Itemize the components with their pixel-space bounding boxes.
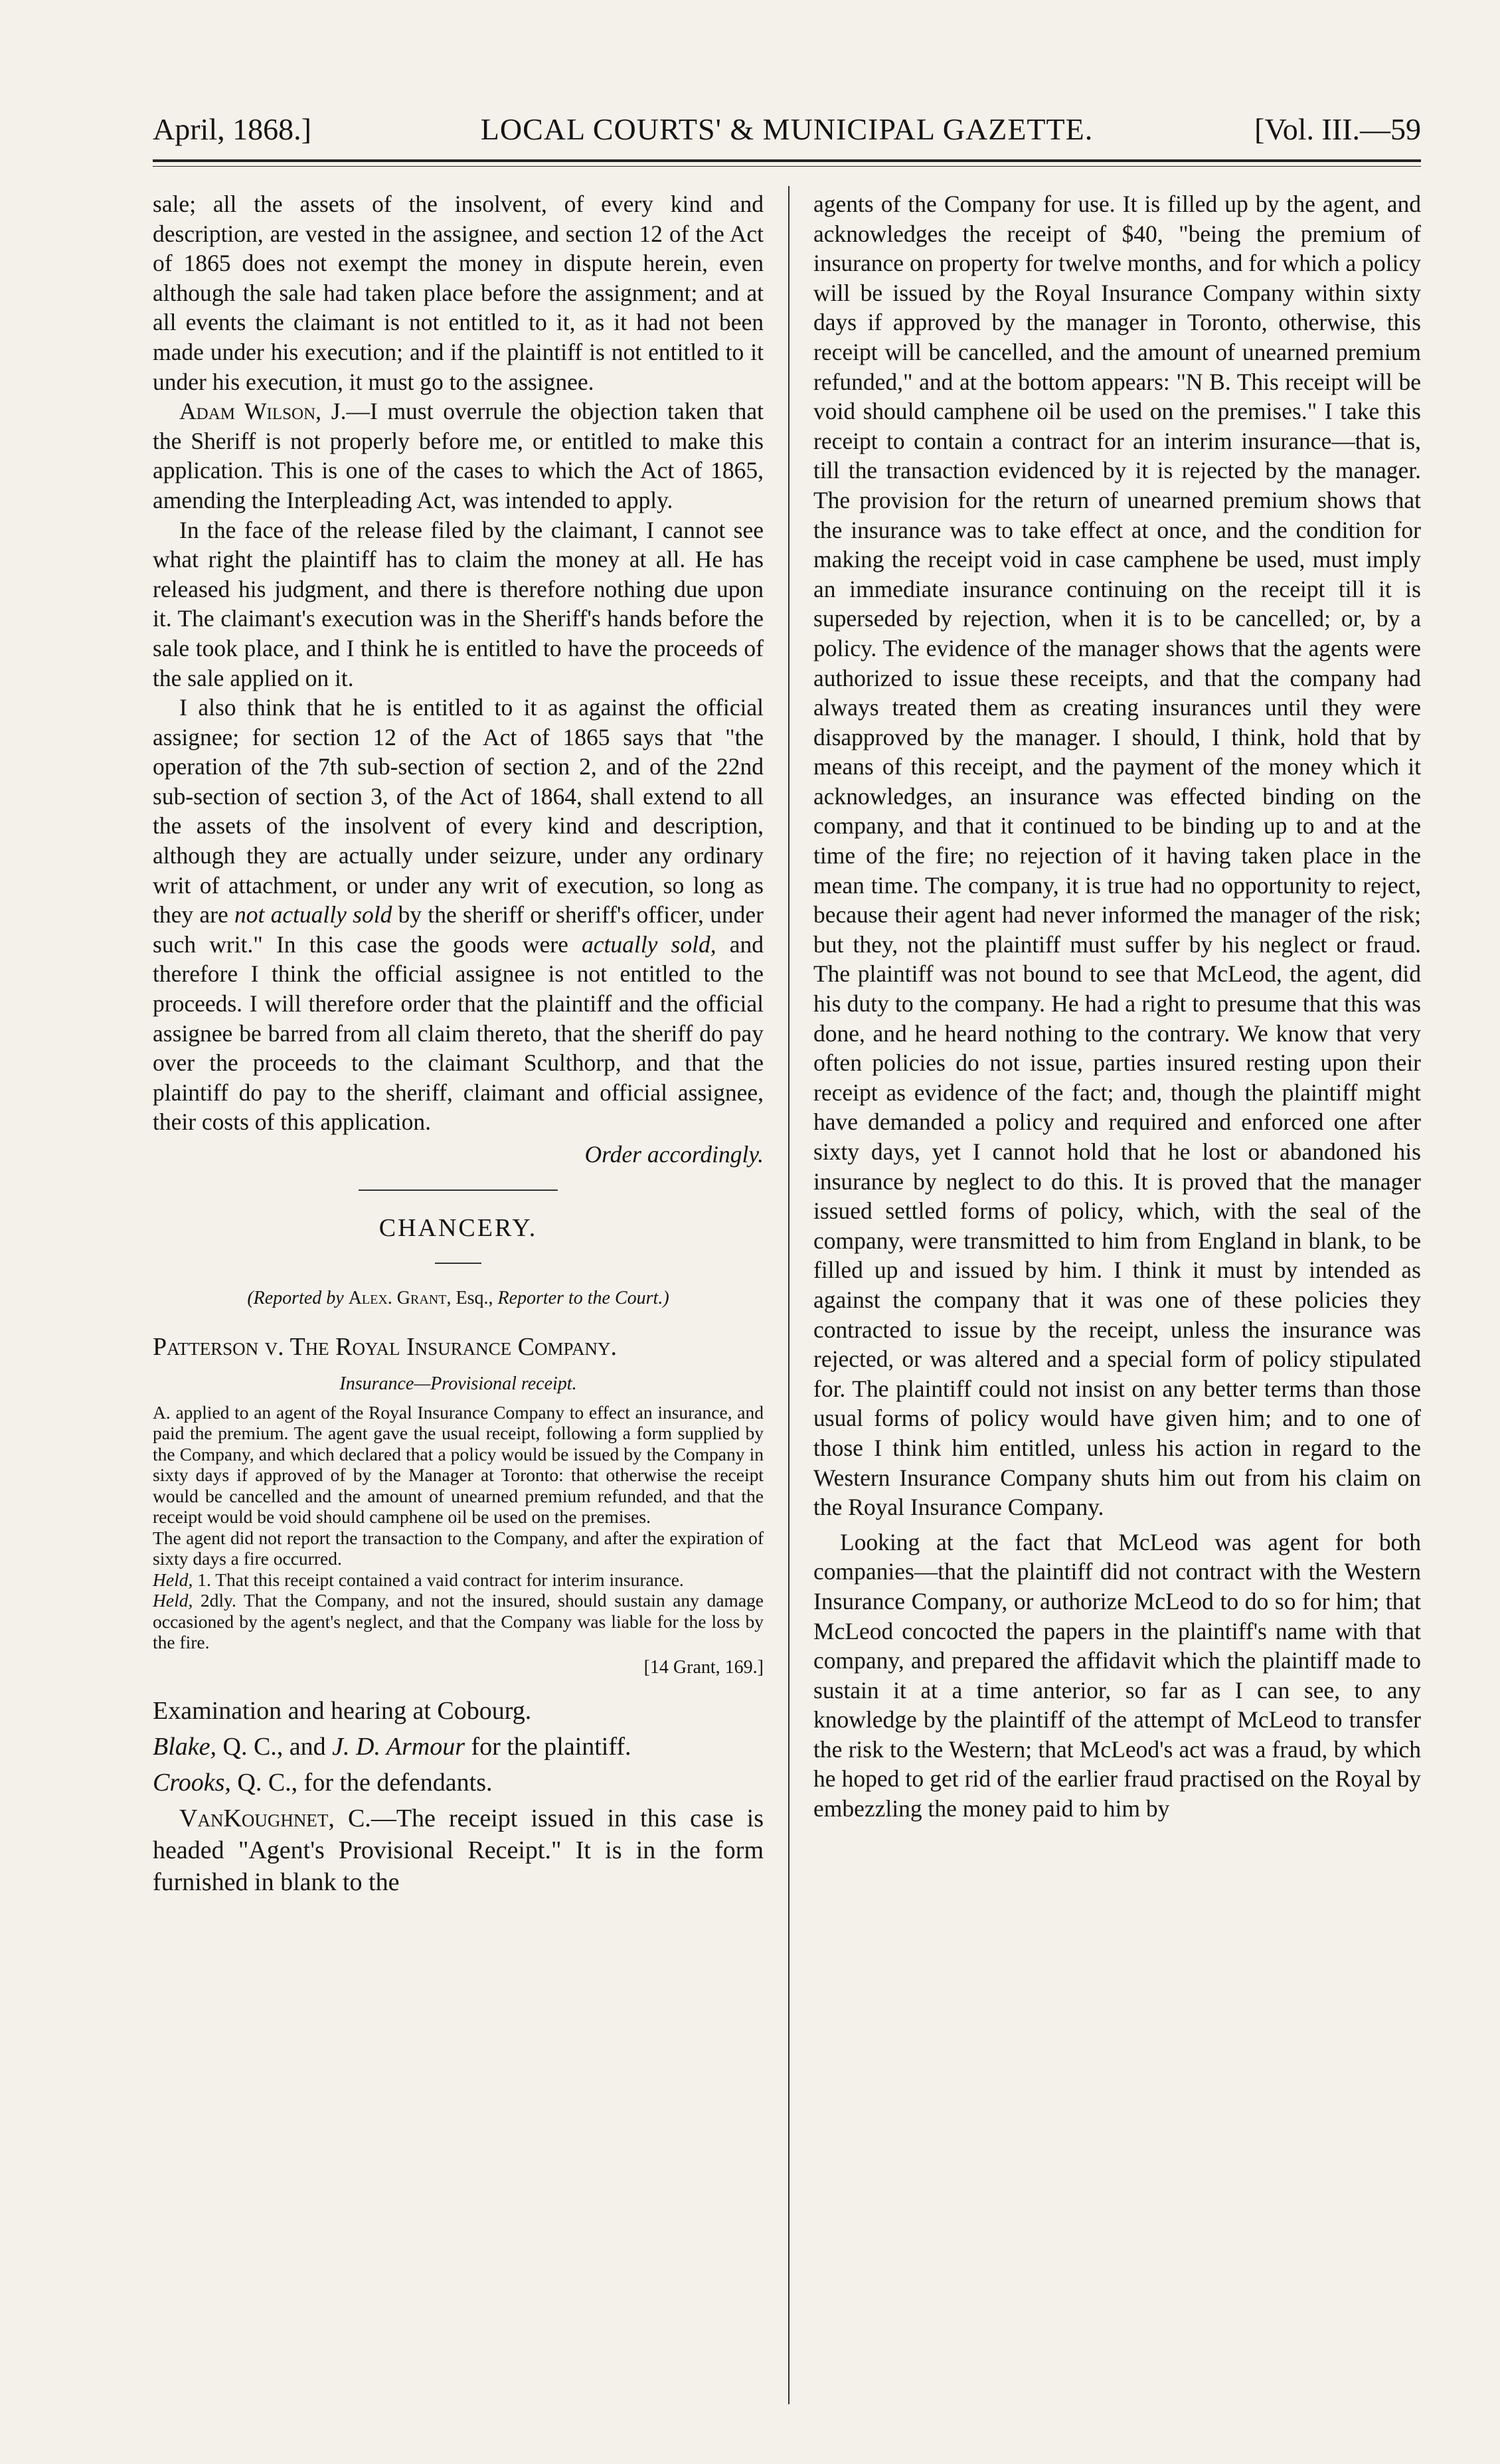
judge-name: VanKoughnet, C.	[179, 1804, 371, 1832]
paragraph: Looking at the fact that McLeod was agent for both companies—that the plaintiff did not contract with the Western Insurance Company, or authorize McLeod to do so for him; that McLeod concocted the papers in the plaintiff's name with that company, and prepared the affidavit which the plaintiff made to sustain it at a time anterior, so far as I can see, to any knowledge by the plaintiff of the attempt of McLeod to transfer the risk to the Western; that McLeod's act was a fraud, by which he hoped to get rid of the earlier fraud practised on the Royal by embezzling the money paid to him by	[813, 1528, 1421, 1822]
paragraph: VanKoughnet, C.—The receipt issued in this case is headed "Agent's Provisional Receipt." It is in the form furnished in blank to the	[153, 1804, 764, 1896]
header-rule	[153, 159, 1421, 162]
headnote-title: Insurance—Provisional receipt.	[339, 1373, 577, 1395]
section-heading: CHANCERY.	[378, 1213, 538, 1242]
citation: [14 Grant, 169.]	[643, 1656, 764, 1678]
order-line: Order accordingly.	[584, 1141, 764, 1168]
header-title: LOCAL COURTS' & MUNICIPAL GAZETTE.	[480, 112, 1094, 146]
header-volume: [Vol. III.—59	[1254, 112, 1421, 146]
left-column	[153, 189, 764, 1898]
column-divider	[788, 186, 790, 2404]
counsel-line: Crooks, Q. C., for the defendants.	[153, 1768, 493, 1797]
reporter-line: (Reported by Alex. Grant, Esq., Reporter to the Court.)	[247, 1288, 669, 1309]
exam-line: Examination and hearing at Cobourg.	[153, 1696, 532, 1725]
paragraph: I also think that he is entitled to it as against the official assignee; for section 12 of the Act of 1865 says that "the operation of the 7th sub-section of section 2, and of the 22nd sub-section of section 3, of the Act of 1864, shall extend to all the assets of the insolvent of every kind and description, although they are actually under seizure, under any ordinary writ of attachment, or under any writ of execution, so long as they are not actually sold by the sheriff or sheriff's officer, under such writ." In this case the goods were actually sold, and therefore I think the official assignee is not entitled to the proceeds. I will therefore order that the plaintiff and the official assignee be barred from all claim thereto, that the sheriff do pay over the proceeds to the claimant Sculthorp, and that the plaintiff do pay to the sheriff, claimant and official assignee, their costs of this application.	[153, 694, 764, 1136]
header-date: April, 1868.]	[153, 112, 311, 146]
paragraph: Adam Wilson, J.—I must overrule the objection taken that the Sheriff is not properly before me, or entitled to make this application. This is one of the cases to which the Act of 1865, amending the Interpleading Act, was intended to apply.	[153, 398, 764, 513]
section-rule	[359, 1189, 558, 1191]
running-header	[153, 106, 1421, 153]
right-column	[813, 189, 1421, 1824]
judge-name: Adam Wilson, J.	[179, 398, 347, 425]
paragraph: In the face of the release filed by the claimant, I cannot see what right the plaintiff has to claim the money at all. He has released his judgment, and there is therefore nothing due upon it. The claimant's execution was in the Sheriff's hands before the sale took place, and I think he is entitled to have the proceeds of the sale applied on it.	[153, 516, 764, 691]
paragraph: agents of the Company for use. It is filled up by the agent, and acknowledges the receipt of $40, "being the premium of insurance on property for twelve months, and for which a policy will be issued by the Royal Insurance Company within sixty days if approved by the manager in Toronto, otherwise, this receipt will be cancelled, and the amount of unearned premium refunded," and at the bottom appears: "N B. This receipt will be void should camphene oil be used on the premises." I take this receipt to contain a contract for an interim insurance—that is, till the transaction evidenced by it is rejected by the manager. The provision for the return of unearned premium shows that the insurance was to take effect at once, and the condition for making the receipt void in case camphene be used, must imply an immediate insurance continuing on the receipt till it is superseded by rejection, when it is to be cancelled; or, by a policy. The evidence of the manager shows that the agents were authorized to issue these receipts, and that the company had always treated them as creating insurances until they were disapproved by the manager. I should, I think, hold that by means of this receipt, and the payment of the money which it acknowledges, an insurance was effected binding on the company, and that it continued to be binding up to and at the time of the fire; no rejection of it having taken place in the mean time. The company, it is true had no opportunity to reject, because their agent had never informed the manager of the risk; but they, not the plaintiff must suffer by his neglect or fraud. The plaintiff was not bound to see that McLeod, the agent, did his duty to the company. He had a right to presume that this was done, and he heard nothing to the contrary. We know that very often policies do not issue, parties insured resting upon their receipt as evidence of the fact; and, though the plaintiff might have demanded a policy and required and enforced one after sixty days, yet I cannot hold that he lost or abandoned his insurance by neglect to do this. It is proved that the manager issued settled forms of policy, which, with the seal of the company, were transmitted to him from England in blank, to be filled up and issued by him. I think it must by intended as against the company that it was one of these policies they contracted to issue by the receipt, unless the insurance was rejected, or was altered and a special form of policy stipulated for. The plaintiff could not insist on any better terms than those usual forms of policy would have given him; and to one of those I think him entitled, unless his action in regard to the Western Insurance Company shuts him out from his claim on the Royal Insurance Company.	[813, 191, 1421, 1521]
header-rule-thin	[153, 166, 1421, 167]
case-title: Patterson v. The Royal Insurance Company.	[153, 1332, 618, 1361]
short-rule	[435, 1263, 481, 1264]
headnote: A. applied to an agent of the Royal Insurance Company to effect an insurance, and paid the premium. The agent gave the usual receipt, following a form supplied by the Company, and which declared that a policy would be issued by the Company in sixty days if approved of by the Manager at Toronto: that otherwise the receipt would be cancelled and the amount of unearned premium refunded, and that the receipt would be void should camphene oil be used on the premises. The agent did not report the transaction to the Company, and after the expiration of sixty days a fire occurred. Held, 1. That this receipt contained a vaid contract for interim insurance. Held, 2dly. That the Company, and not the insured, should sustain any damage occasioned by the agent's neglect, and that the Company was liable for the loss by the fire.	[153, 1401, 764, 1653]
counsel-line: Blake, Q. C., and J. D. Armour for the plaintiff.	[153, 1732, 631, 1761]
paragraph: sale; all the assets of the insolvent, of every kind and description, are vested in the assignee, and section 12 of the Act of 1865 does not exempt the money in dispute herein, even although the sale had taken place before the assignment; and at all events the claimant is not entitled to it, as it had not been made under his execution; and if the plaintiff is not entitled to it under his execution, it must go to the assignee.	[153, 191, 764, 395]
